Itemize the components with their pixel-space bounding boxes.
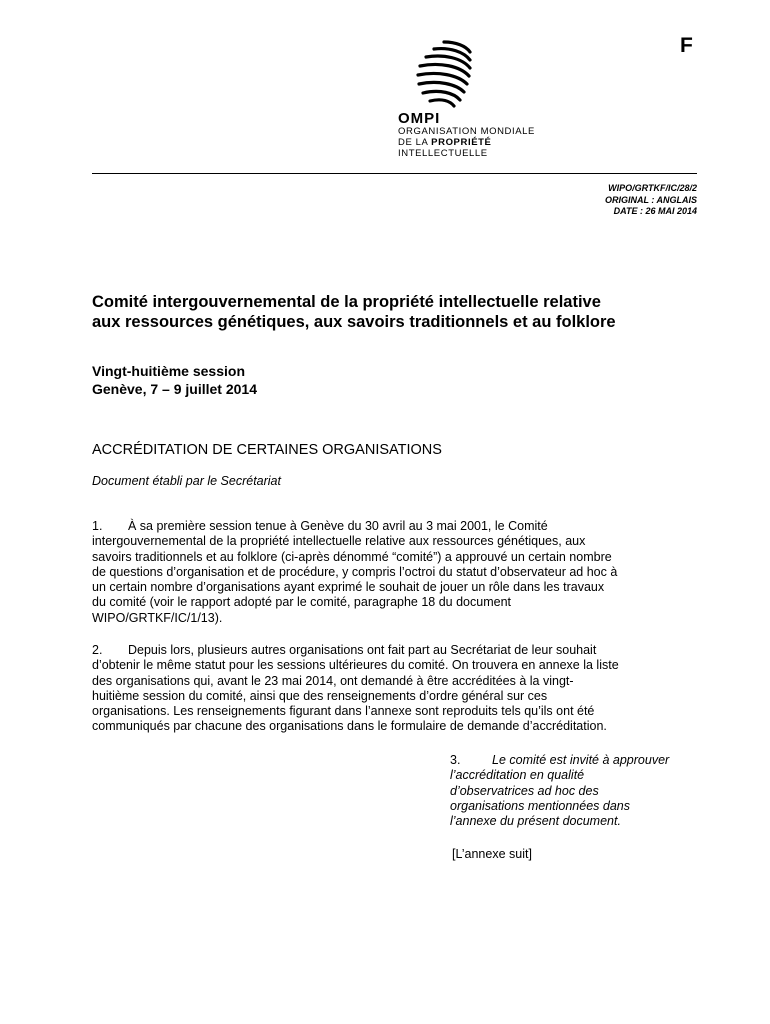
paragraph-line: organisations. Les renseignements figurant dans l’annexe sont reproduits tels qu’ils ont été (92, 704, 595, 719)
session-place-date: Genève, 7 – 9 juillet 2014 (92, 381, 257, 397)
decision-line: l’accréditation en qualité (450, 768, 585, 783)
paragraph-line: Depuis lors, plusieurs autres organisations ont fait part au Secrétariat de leur souhait (128, 643, 597, 657)
logo-line-1: ORGANISATION MONDIALE (398, 126, 535, 137)
paragraph-line: d’obtenir le même statut pour les sessions ultérieures du comité. On trouvera en annexe la liste (92, 658, 619, 673)
language-letter: F (680, 34, 693, 57)
paragraph-line: WIPO/GRTKF/IC/1/13). (92, 610, 223, 625)
paragraph-1 (92, 519, 700, 626)
decision-number: 3. (450, 753, 461, 767)
paragraph-line: communiqués par chacune des organisations dans le formulaire de demande d’accréditation. (92, 719, 607, 734)
document-code: WIPO/GRTKF/IC/28/2 (608, 183, 697, 193)
paragraph-line: intergouvernemental de la propriété intellectuelle relative aux ressources génétiques, aux (92, 534, 586, 549)
paragraph-line: À sa première session tenue à Genève du 30 avril au 3 mai 2001, le Comité (128, 519, 548, 533)
document-heading: ACCRÉDITATION DE CERTAINES ORGANISATIONS (92, 442, 442, 458)
logo-line-2-bold: PROPRIÉTÉ (431, 137, 492, 148)
logo-line-3: INTELLECTUELLE (398, 148, 488, 159)
document-metadata (605, 183, 697, 218)
decision-line: organisations mentionnées dans (450, 798, 630, 813)
wipo-globe-icon (414, 38, 474, 108)
paragraph-line: un certain nombre d’organisations ayant exprimé le souhait de jouer un rôle dans les travaux (92, 580, 605, 595)
header-rule (92, 173, 697, 174)
committee-title (92, 292, 702, 332)
paragraph-2 (92, 643, 700, 735)
session-info (92, 362, 257, 398)
session-name: Vingt-huitième session (92, 363, 245, 379)
logo-line-2 (398, 137, 568, 148)
logo-wordmark: OMPI (398, 110, 441, 127)
paragraph-number: 2. (92, 643, 103, 657)
document-date: DATE : 26 MAI 2014 (613, 206, 697, 216)
decision-line: l’annexe du présent document. (450, 814, 621, 829)
paragraph-number: 1. (92, 519, 103, 533)
logo-line-2-prefix: DE LA (398, 137, 432, 148)
committee-title-line-1: Comité intergouvernemental de la propriété intellectuelle relative (92, 293, 601, 311)
ompi-logo (398, 38, 568, 159)
decision-line: Le comité est invité à approuver (492, 753, 670, 767)
paragraph-line: des organisations qui, avant le 23 mai 2014, ont demandé à être accréditées à la vingt- (92, 673, 574, 688)
decision-paragraph (450, 753, 700, 829)
original-language: ORIGINAL : ANGLAIS (605, 194, 697, 205)
document-subheading: Document établi par le Secrétariat (92, 474, 281, 488)
paragraph-line: du comité (voir le rapport adopté par le comité, paragraphe 18 du document (92, 595, 511, 610)
annex-note: [L’annexe suit] (452, 847, 532, 861)
paragraph-line: savoirs traditionnels et au folklore (ci-après dénommé “comité”) a approuvé un certain nombre (92, 549, 612, 564)
paragraph-line: de questions d’organisation et de procédure, y compris l’octroi du statut d’observateur ad hoc à (92, 564, 618, 579)
paragraph-line: huitième session du comité, ainsi que des renseignements d’ordre général sur ces (92, 688, 548, 703)
decision-line: d’observatrices ad hoc des (450, 783, 599, 798)
committee-title-line-2: aux ressources génétiques, aux savoirs traditionnels et au folklore (92, 313, 616, 331)
